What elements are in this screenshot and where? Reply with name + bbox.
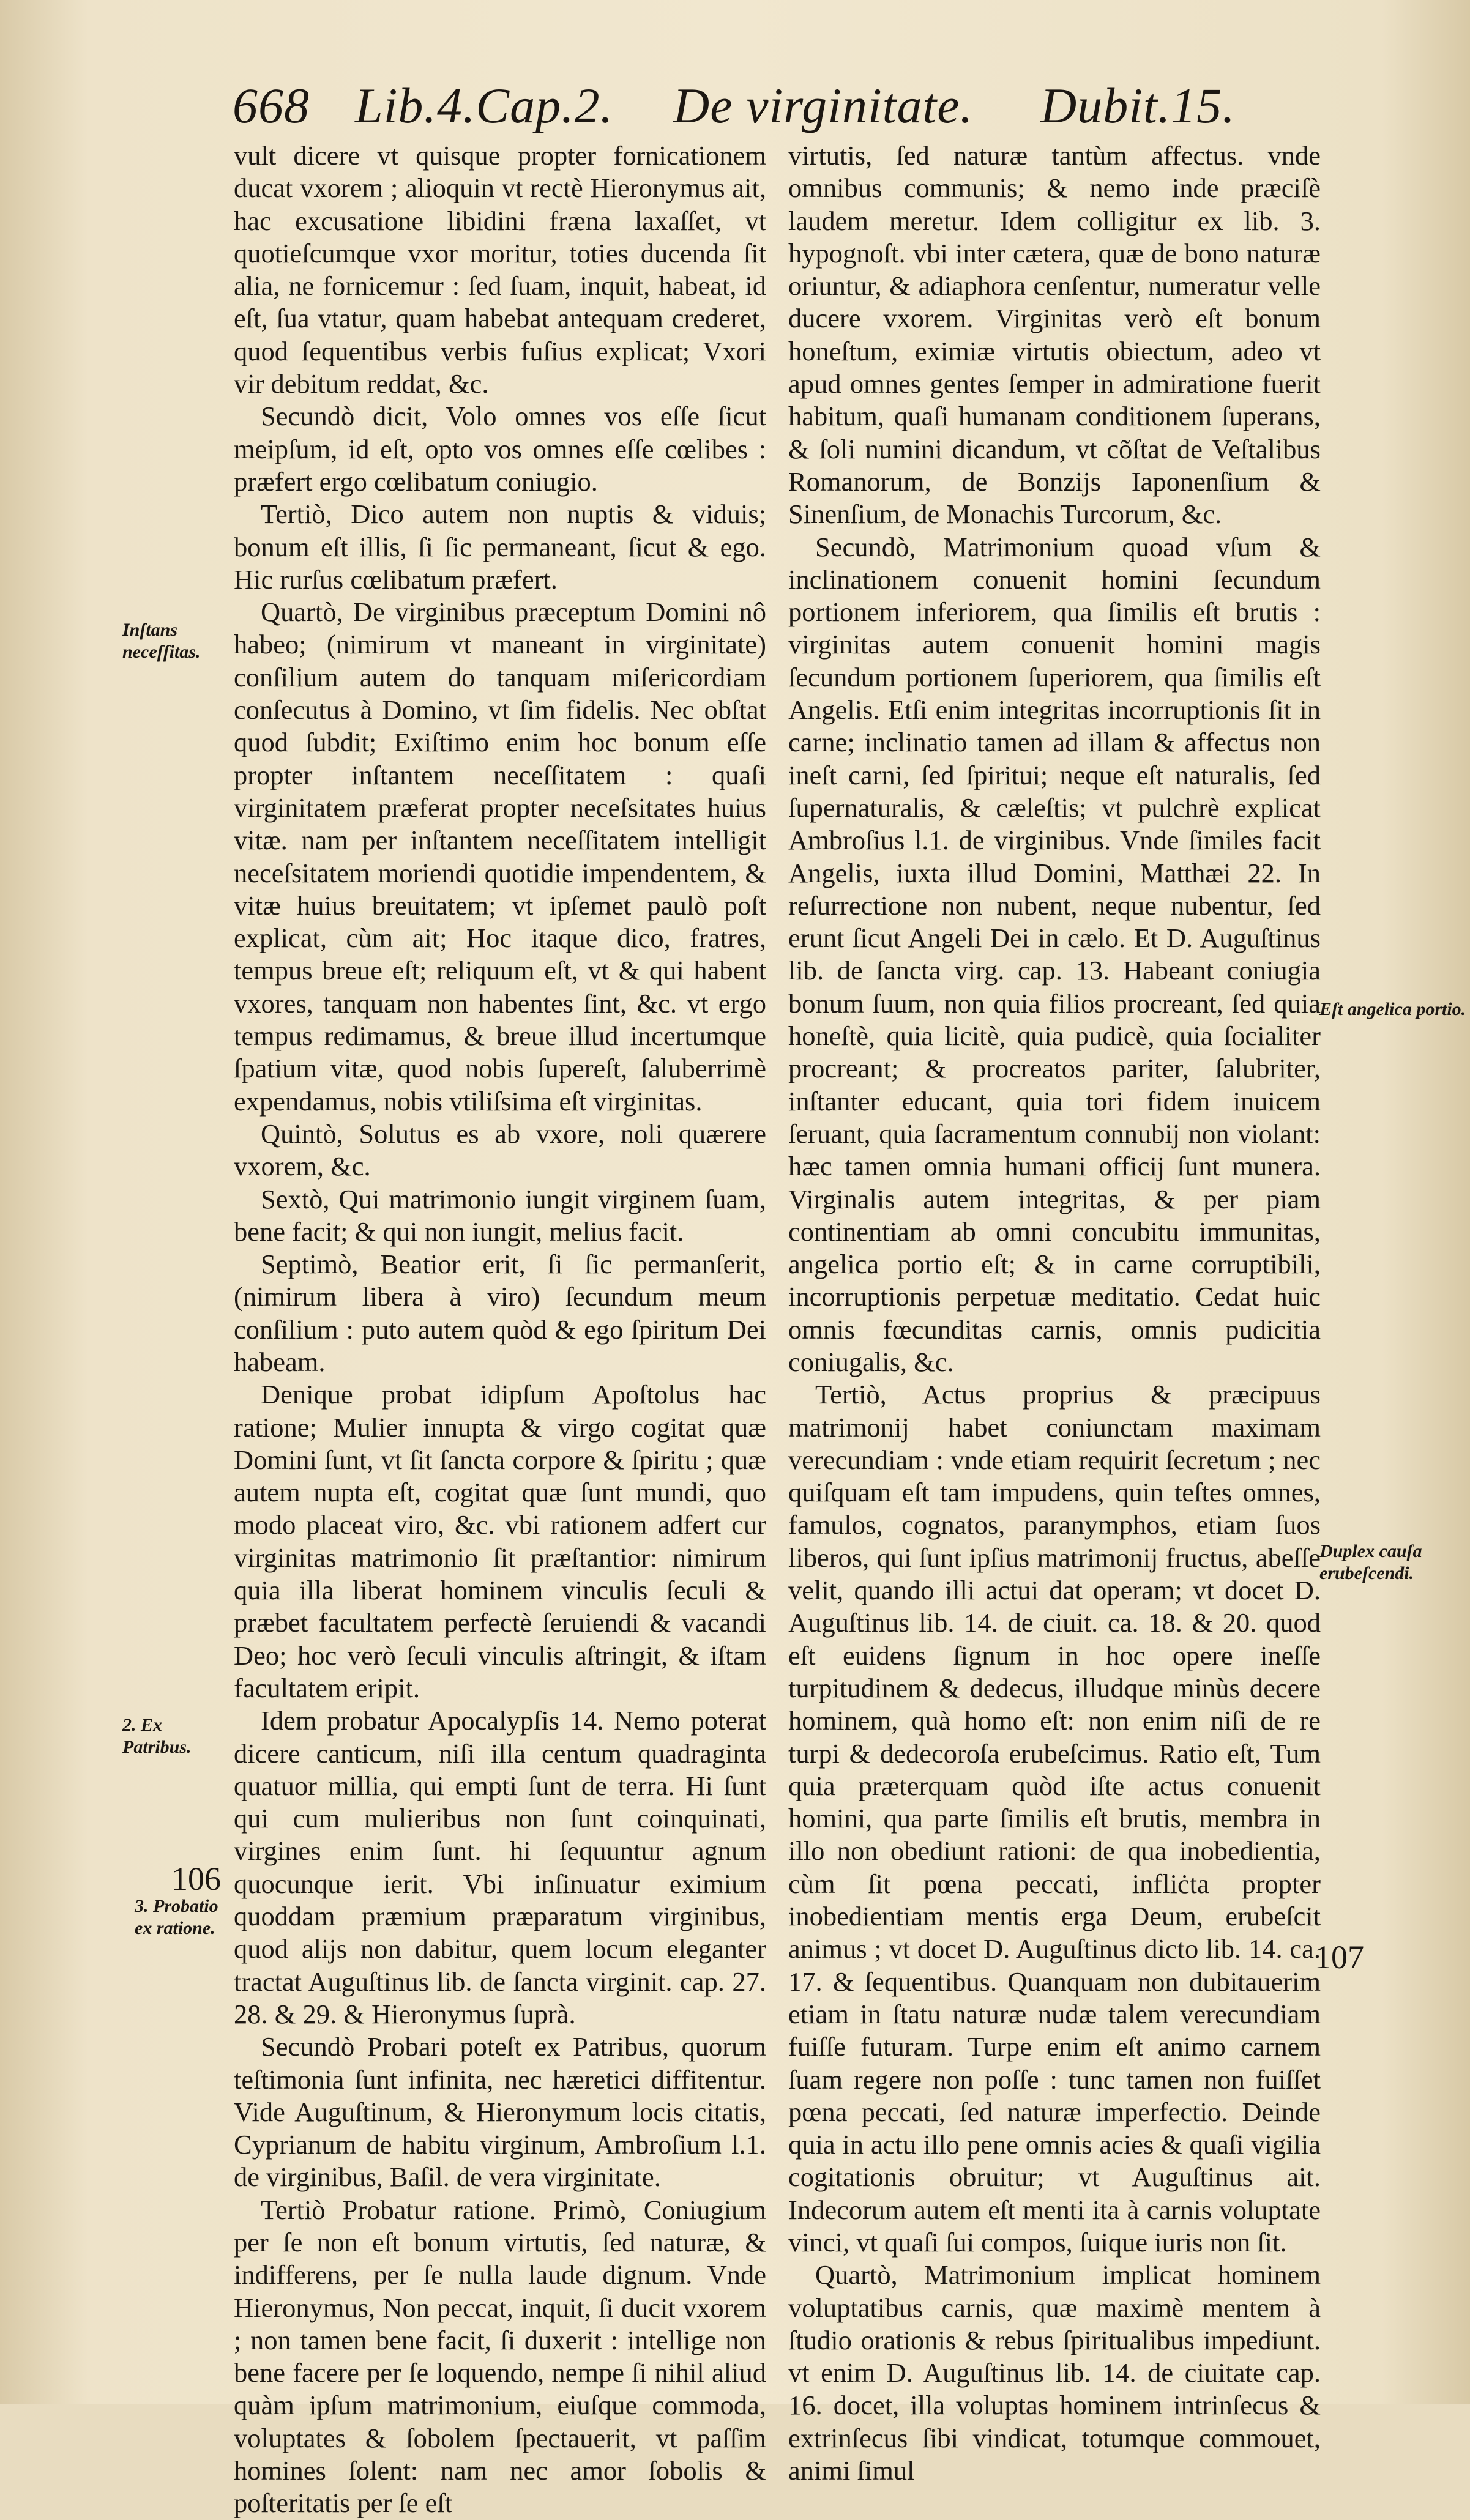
book-chapter-label: Lib.4.Cap.2. (355, 78, 614, 133)
paragraph: vult dicere vt quisque propter fornicationem ducat vxorem ; alioquin vt rectè Hieronymus ait, hac excusatione libidini fræna laxaſſet, vt quotieſcumque vxor moritur, toties ducenda ſit alia, ne fornicemur : ſed ſuam, inquit, habeat, id eſt, ſua vtatur, quam habebat antequam crederet, quod ſequentibus verbis fuſius explicat; Vxori vir debitum reddat, &c. (234, 140, 766, 400)
paragraph: Secundò dicit, Volo omnes vos eſſe ſicut meipſum, id eſt, opto vos omnes eſſe cœlibes : præfert ergo cœlibatum coniugio. (234, 401, 766, 497)
paragraph: Quartò, Matrimonium implicat hominem voluptatibus carnis, quæ maximè mentem à ſtudio orationis & rebus ſpiritualibus impediunt. vt enim D. Auguſtinus lib. 14. de ciuitate cap. 16. docet, illa voluptas hominem intrinſecus & extrinſecus ſibi vindicat, totumque commouet, animi ſimul (788, 2259, 1321, 2486)
folio-mark-right: 107 (1315, 1939, 1364, 1975)
paragraph: Sextò, Qui matrimonio iungit virginem ſuam, bene facit; & qui non iungit, melius facit. (234, 1183, 766, 1247)
folio-mark-left: 106 (171, 1860, 221, 1897)
margin-note-angelica: Eſt angelica portio. (1319, 999, 1466, 1019)
paragraph: Secundò Probari poteſt ex Patribus, quorum teſtimonia ſunt infinita, nec hæretici diffitentur. Vide Auguſtinum, & Hieronymum locis citatis, Cyprianum de habitu virginum, Ambroſium l.1. de virginibus, Baſil. de vera virginitate. (234, 2031, 766, 2193)
running-header (233, 72, 1261, 139)
paragraph: Denique probat idipſum Apoſtolus hac ratione; Mulier innupta & virgo cogitat quæ Domini ſunt, vt ſit ſancta corpore & ſpiritu ; quæ autem nupta eſt, cogitat quæ ſunt mundi, quo modo placeat viro, &c. vbi rationem adfert cur virginitas matrimonio ſit præſtantior: nimirum quia illa liberat hominem vinculis ſeculi & præbet facultatem perfectè ſeruiendi & vacandi Deo; hoc verò ſeculi vinculis aſtringit, & iſtam facultatem eripit. (234, 1379, 766, 1703)
paragraph: Idem probatur Apocalypſis 14. Nemo poterat dicere canticum, niſi illa centum quadraginta quatuor millia, qui empti ſunt de terra. Hi ſunt qui cum mulieribus non ſunt coinquinati, virgines enim ſunt. hi ſequuntur agnum quocunque ierit. Vbi inſinuatur eximium quoddam præmium præparatum virginibus, quod alijs non dabitur, quem locum eleganter tractat Auguſtinus lib. de ſancta virginit. cap. 27. 28. & 29. & Hieronymus ſuprà. (234, 1705, 766, 2029)
paragraph: Tertiò, Actus proprius & præcipuus matrimonij habet coniunctam maximam verecundiam : vnde etiam requirit ſecretum ; nec quiſquam eſt tam impudens, quin teſtes omnes, famulos, cognatos, paranymphos, etiam ſuos liberos, qui ſunt ipſius matrimonij fructus, abeſſe velit, quando illi actui dat operam; vt docet D. Auguſtinus lib. 14. de ciuit. ca. 18. & 20. quod eſt euidens ſignum in hoc opere ineſſe turpitudinem & dedecus, illudque minùs decere hominem, quà homo eſt: non enim niſi de re turpi & dedecoroſa erubeſcimus. Ratio eſt, Tum quia præterquam quòd iſte actus conuenit homini, qua parte ſimilis eſt brutis, membra in illo non obediunt rationi: de qua inobedientia, cùm ſit pœna peccati, infliċta propter inobedientiam mentis erga Deum, erubeſcit animus ; vt docet D. Auguſtinus dicto lib. 14. ca. 17. & ſequentibus. Quanquam non dubitauerim etiam in ſtatu naturæ nudæ talem verecundiam fuiſſe futuram. Turpe enim eſt animo carnem ſuam regere non poſſe : tunc tamen non fuiſſet pœna peccati, ſed naturæ imperfectio. Deinde quia in actu illo pene omnis acies & quaſi vigilia cogitationis obruitur; vt Auguſtinus ait. Indecorum autem eſt menti ita à carnis voluptate vinci, vt quaſi ſui compos, ſuique iuris non ſit. (788, 1379, 1321, 2258)
running-title: De virginitate. (673, 78, 974, 133)
paragraph: Septimò, Beatior erit, ſi ſic permanſerit, (nimirum libera à viro) ſecundum meum conſilium : puto autem quòd & ego ſpiritum Dei habeam. (234, 1249, 766, 1377)
paragraph: virtutis, ſed naturæ tantùm affectus. vnde omnibus communis; & nemo inde præciſè laudem meretur. Idem colligitur ex lib. 3. hypognoſt. vbi inter cætera, quæ de bono naturæ oriuntur, & adiaphora cenſentur, numeratur velle ducere vxorem. Virginitas verò eſt bonum honeſtum, eximiæ virtutis obiectum, adeo vt apud omnes gentes ſemper in admiratione fuerit habitum, quaſi humanam conditionem ſuperans, & ſoli numini dicandum, vt cõſtat de Veſtalibus Romanorum, de Bonzijs Iaponenſium & Sinenſium, de Monachis Turcorum, &c. (788, 140, 1321, 530)
paragraph: Tertiò, Dico autem non nuptis & viduis; bonum eſt illis, ſi ſic permaneant, ſicut & ego. Hic rurſus cœlibatum præfert. (234, 499, 766, 595)
margin-note-instans: Inſtans neceſſitas. (122, 620, 201, 662)
dubit-label: Dubit.15. (1040, 78, 1236, 133)
margin-note-ex-patribus: 2. Ex Patribus. (122, 1715, 192, 1757)
paragraph: Quartò, De virginibus præceptum Domini nô habeo; (nimirum vt maneant in virginitate) conſilium autem do tanquam miſericordiam conſecutus à Domino, vt ſim fidelis. Nec obſtat quod ſubdit; Exiſtimo enim hoc bonum eſſe propter inſtantem neceſſitatem : quaſi virginitatem præferat propter neceſsitates huius vitæ. nam per inſtantem neceſſitatem intelligit neceſsitatem moriendi quotidie impendentem, & vitæ huius breuitatem; vt ipſemet paulò poſt explicat, cùm ait; Hoc itaque dico, fratres, tempus breue eſt; reliquum eſt, vt & qui habent vxores, tanquam non habentes ſint, &c. vt ergo tempus redimamus, & breue illud incertumque ſpatium vitæ, quod nobis ſupereſt, ſaluberrimè expendamus, nobis vtiliſsima eſt virginitas. (234, 597, 766, 1117)
margin-note-duplex: Duplex cauſa erubeſcendi. (1319, 1541, 1422, 1583)
paragraph: Tertiò Probatur ratione. Primò, Coniugium per ſe non eſt bonum virtutis, ſed naturæ, & indifferens, per ſe nulla laude dignum. Vnde Hieronymus, Non peccat, inquit, ſi ducit vxorem ; non tamen bene facit, ſi duxerit : intellige non bene facere per ſe loquendo, nempe ſi nihil aliud quàm ipſum matrimonium, eiuſque commoda, voluptates & ſobolem ſpectauerit, vt paſſim homines ſolent: nam nec amor ſobolis & poſteritatis per ſe eſt (234, 2194, 766, 2519)
paragraph: Secundò, Matrimonium quoad vſum & inclinationem conuenit homini ſecundum portionem inferiorem, qua ſimilis eſt brutis : virginitas autem conuenit homini magis ſecundum portionem ſuperiorem, qua ſimilis eſt Angelis. Etſi enim integritas incorruptionis ſit in carne; inclinatio tamen ad illam & affectus non ineſt carni, ſed ſpiritui; neque eſt naturalis, ſed ſupernaturalis, & cæleſtis; vt pulchrè explicat Ambroſius l.1. de virginibus. Vnde ſimiles facit Angelis, iuxta illud Domini, Matthæi 22. In reſurrectione non nubent, neque nubentur, ſed erunt ſicut Angeli Dei in cælo. Et D. Auguſtinus lib. de ſancta virg. cap. 13. Habeant coniugia bonum ſuum, non quia filios procreant, ſed quia honeſtè, quia licitè, quia pudicè, quia ſocialiter procreant; & procreatos pariter, ſalubriter, inſtanter educant, quia tori fidem inuicem ſeruant, quia ſacramentum connubij non violant: hæc tamen omnia humani officij ſunt munera. Virginalis autem integritas, & per piam continentiam ab omni concubitu immunitas, angelica portio eſt; & in carne corruptibili, incorruptionis perpetuæ meditatio. Cedat huic omnis fœcunditas carnis, omnis pudicitia coniugalis, &c. (788, 531, 1321, 1377)
right-column (788, 139, 1321, 2487)
left-column (234, 139, 766, 2520)
paragraph: Quintò, Solutus es ab vxore, noli quærere vxorem, &c. (234, 1118, 766, 1182)
page-number: 668 (233, 78, 310, 133)
margin-note-ex-ratione: 3. Probatio ex ratione. (135, 1896, 218, 1938)
